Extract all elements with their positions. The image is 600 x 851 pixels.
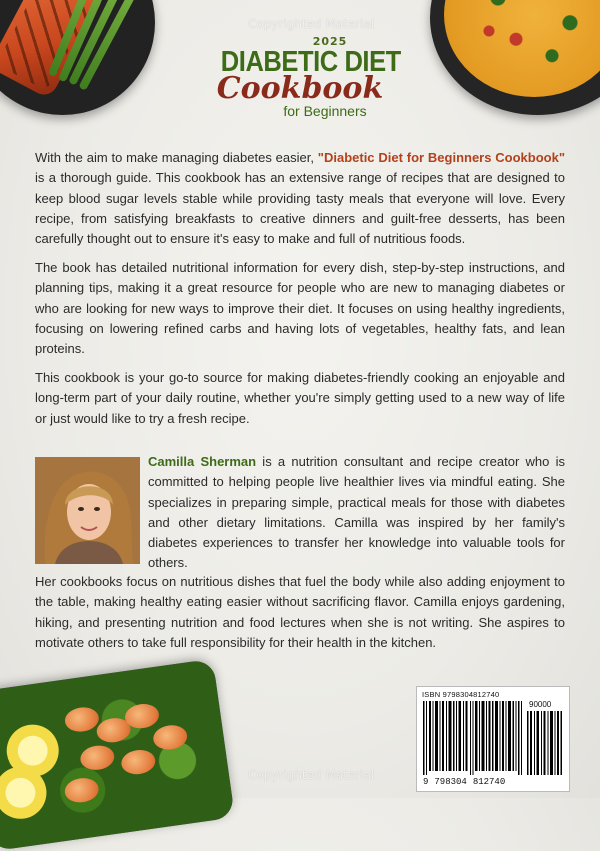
description-paragraph-3: This cookbook is your go-to source for making diabetes-friendly cooking an enjoyable and long-term part of your daily routine, whether you're simply getting used to a new way of life or just would like to try a fresh recipe.: [35, 370, 565, 426]
author-bio-text: is a nutrition consultant and recipe creator who is committed to helping people live healthier lives via mindful eating. She specializes in preparing simple, practical meals for those with diabetes and other dietary limitations. Camilla was inspired by her family's diabetes experiences to transfer her knowledge into valuable tools for others.: [148, 454, 565, 571]
barcode-price-code: 90000: [529, 700, 552, 709]
barcode-digit-group-2: 812740: [472, 777, 506, 787]
addon-barcode-bars-icon: [527, 711, 563, 775]
barcode-digits: [423, 777, 563, 787]
title-script: Cookbook: [216, 71, 384, 106]
isbn-barcode: [416, 686, 570, 792]
title-main: DIABETIC DIET: [220, 46, 401, 78]
pizza-image: [430, 0, 600, 115]
book-title-highlight: "Diabetic Diet for Beginners Cookbook": [317, 150, 566, 165]
shrimp-salad-plate-image: [0, 659, 235, 851]
author-photo: [35, 457, 140, 564]
barcode-digit-lead: 9: [423, 777, 429, 787]
author-bio: [148, 452, 565, 574]
title-sub: for Beginners: [283, 103, 367, 119]
p1-rest: is a thorough guide. This cookbook has an extensive range of recipes that are designed to keep blood sugar levels stable while providing tasty meals that everyone will love. Every recipe, from satisfying breakfasts to creative dinners and guilt-free desserts, has been carefully thought out to ensure it's easy to make and full of nutritious foods.: [35, 170, 565, 247]
author-name: Camilla Sherman: [148, 454, 257, 469]
barcode-bars-icon: [423, 701, 523, 775]
cover-title: [210, 35, 401, 119]
copyright-watermark-bottom: Copyrighted Material: [248, 768, 375, 782]
description-paragraph-2: The book has detailed nutritional information for every dish, step-by-step instructions, and planning tips, making it a great resource for people who are new to managing diabetes or who are looking for new ways to improve their diet. It focuses on using healthy ingredients, focusing on lowering refined carbs and having lots of vegetables, healthy fats, and lean proteins.: [35, 260, 565, 357]
author-paragraph-2: Her cookbooks focus on nutritious dishes that fuel the body while also adding enjoyment to the table, making healthy eating easier without sacrificing flavor. Camilla enjoys gardening, hiking, and presenting nutrition and food lectures when she is not writing. She aspires to motivate others to take full responsibility for their health in the kitchen.: [35, 574, 565, 650]
p1-lead: With the aim to make managing diabetes easier,: [35, 150, 318, 165]
copyright-watermark-top: Copyrighted Material: [248, 17, 375, 31]
description-paragraph-1: [35, 148, 565, 249]
title-year: 2025: [312, 35, 348, 48]
barcode-digit-group-1: 798304: [434, 777, 467, 787]
isbn-number: ISBN 9798304812740: [422, 690, 500, 699]
salmon-asparagus-plate-image: [0, 0, 155, 115]
